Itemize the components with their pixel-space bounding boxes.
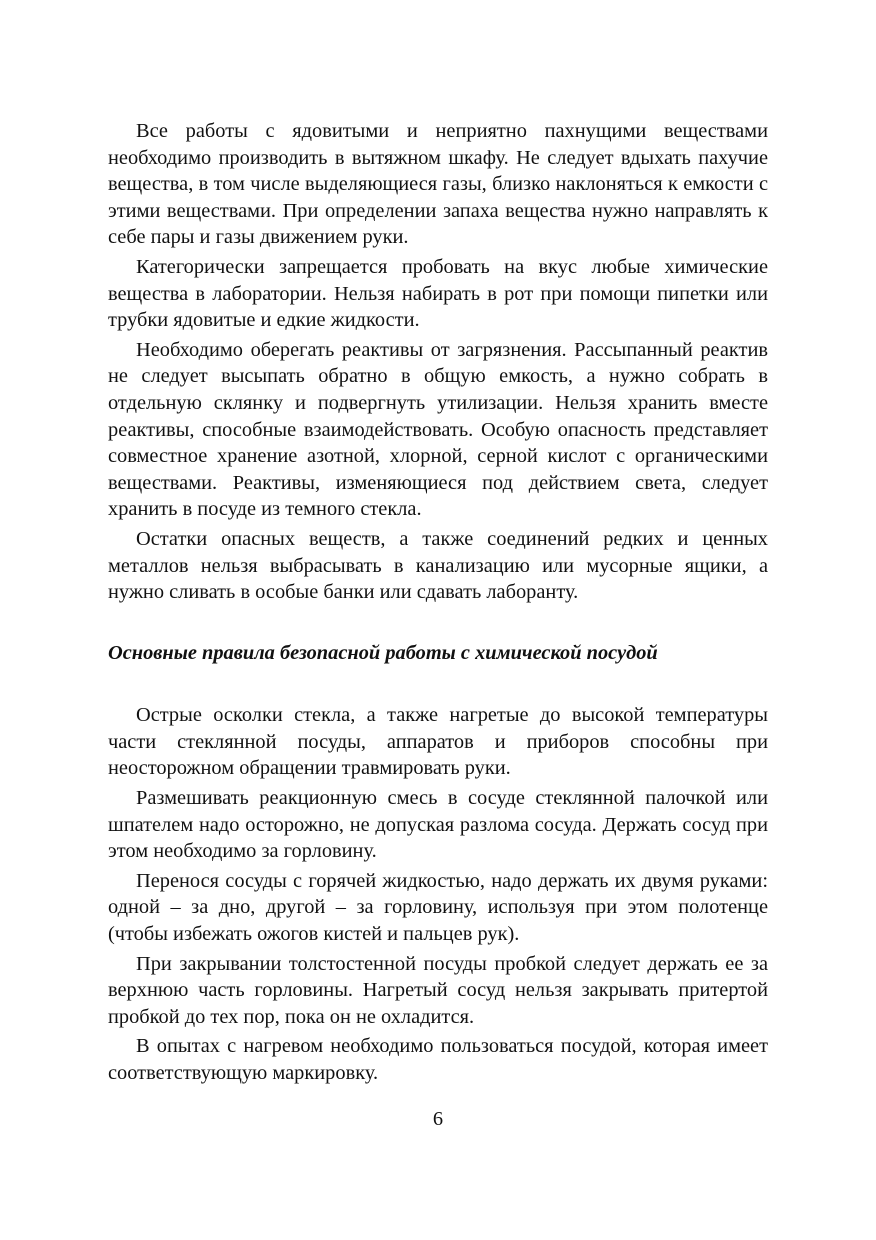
paragraph: Категорически запрещается пробовать на вкус любые химические вещества в лаборатории. Нельзя набирать в рот при помощи пипетки или трубки ядовитые и едкие жидкости. [108,255,768,332]
paragraph: Необходимо оберегать реактивы от загрязнения. Рассыпанный реактив не следует высыпать обратно в общую емкость, а нужно собрать в отдельную склянку и подвергнуть утилизации. Нельзя хранить вместе реактивы, способные взаимодействовать. Особую опасность представляет совместное хранение азотной, хлорной, серной кислот с органическими веществами. Реактивы, изменяющиеся под действием света, следует хранить в посуде из темного стекла. [108,338,768,521]
paragraph: Острые осколки стекла, а также нагретые до высокой температуры части стеклянной посуды, аппаратов и приборов способны при неосторожном обращении травмировать руки. [108,704,768,780]
section-heading: Основные правила безопасной работы с химической посудой [108,641,658,664]
paragraph: Перенося сосуды с горячей жидкостью, надо держать их двумя руками: одной – за дно, другой – за горловину, используя при этом полотенце (чтобы избежать ожогов кистей и пальцев рук). [108,869,768,946]
paragraph: Все работы с ядовитыми и неприятно пахнущими веществами необходимо производить в вытяжном шкафу. Не следует вдыхать пахучие вещества, в том числе выделяющиеся газы, близко наклоняться к емкости с этими веществами. При определении запаха вещества нужно направлять к себе пары и газы движением руки. [108,120,768,249]
paragraph: Размешивать реакционную смесь в сосуде стеклянной палочкой или шпателем надо осторожно, не допуская разлома сосуда. Держать сосуд при этом необходимо за горловину. [108,787,768,863]
paragraph: Остатки опасных веществ, а также соединений редких и ценных металлов нельзя выбрасывать в канализацию или мусорные ящики, а нужно сливать в особые банки или сдавать лаборанту. [108,527,768,604]
paragraph: При закрывании толстостенной посуды пробкой следует держать ее за верхнюю часть горловины. Нагретый сосуд нельзя закрывать притертой пробкой до тех пор, пока он не охладится. [108,952,768,1028]
paragraph: В опытах с нагревом необходимо пользоваться посудой, которая имеет соответствующую маркировку. [108,1035,768,1084]
page-content [108,118,768,1090]
page-number: 6 [432,1108,444,1130]
